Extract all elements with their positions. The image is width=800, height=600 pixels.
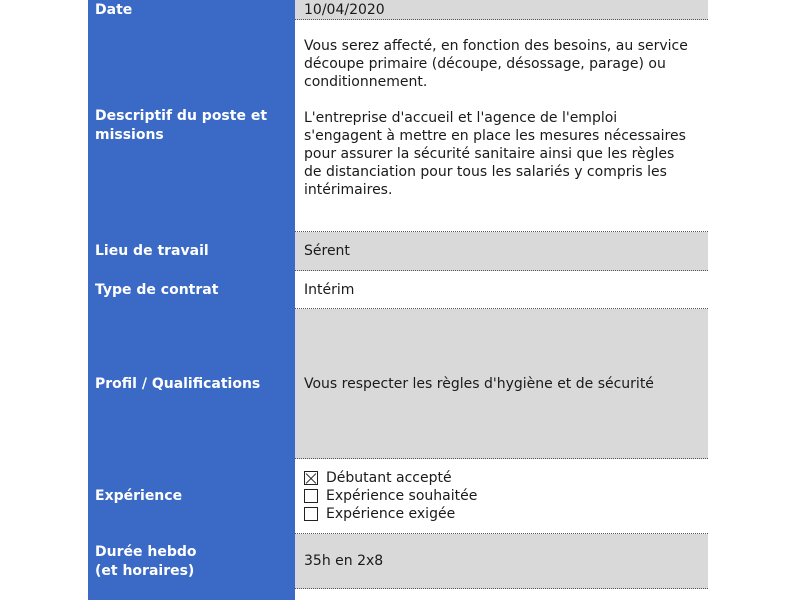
row-experience <box>88 459 708 534</box>
value-descriptif <box>295 20 708 232</box>
label-lieu: Lieu de travail <box>88 232 295 271</box>
row-contrat <box>88 271 708 309</box>
value-next-partial <box>295 589 708 600</box>
label-duree-line1: Durée hebdo <box>95 543 197 560</box>
label-next-partial <box>88 589 295 600</box>
label-profil: Profil / Qualifications <box>88 309 295 459</box>
row-lieu <box>88 232 708 271</box>
label-duree-line2: (et horaires) <box>95 562 195 579</box>
checkbox-label: Expérience souhaitée <box>326 488 478 504</box>
value-contrat: Intérim <box>295 271 708 309</box>
label-descriptif: Descriptif du poste et missions <box>88 20 295 232</box>
checkbox-unchecked-icon <box>304 489 318 503</box>
label-date: Date <box>88 0 295 20</box>
row-descriptif <box>88 20 708 232</box>
descriptif-paragraph-1: Vous serez affecté, en fonction des besoins, au service découpe primaire (découpe, désossage, parage) ou conditionnement. <box>304 38 688 90</box>
checkbox-souhaitee[interactable] <box>304 487 477 505</box>
value-lieu: Sérent <box>295 232 708 271</box>
checkbox-exigee[interactable] <box>304 505 477 523</box>
row-profil <box>88 309 708 459</box>
checkbox-unchecked-icon <box>304 507 318 521</box>
descriptif-paragraph-2: L'entreprise d'accueil et l'agence de l'emploi s'engagent à mettre en place les mesures nécessaires pour assurer la sécurité sanitaire ainsi que les règles de distanciation pour tous les salariés y compris les intérimaires. <box>304 110 686 198</box>
value-experience <box>295 459 708 534</box>
checkbox-debutant[interactable] <box>304 469 477 487</box>
label-duree <box>88 534 295 589</box>
row-duree <box>88 534 708 589</box>
checkbox-checked-icon <box>304 471 318 485</box>
label-experience: Expérience <box>88 459 295 534</box>
label-contrat: Type de contrat <box>88 271 295 309</box>
checkbox-label: Débutant accepté <box>326 470 452 486</box>
value-duree: 35h en 2x8 <box>295 534 708 589</box>
row-next-partial <box>88 589 708 600</box>
value-date: 10/04/2020 <box>295 0 708 20</box>
checkbox-label: Expérience exigée <box>326 506 456 522</box>
row-date <box>88 0 708 20</box>
value-profil: Vous respecter les règles d'hygiène et de sécurité <box>295 309 708 459</box>
